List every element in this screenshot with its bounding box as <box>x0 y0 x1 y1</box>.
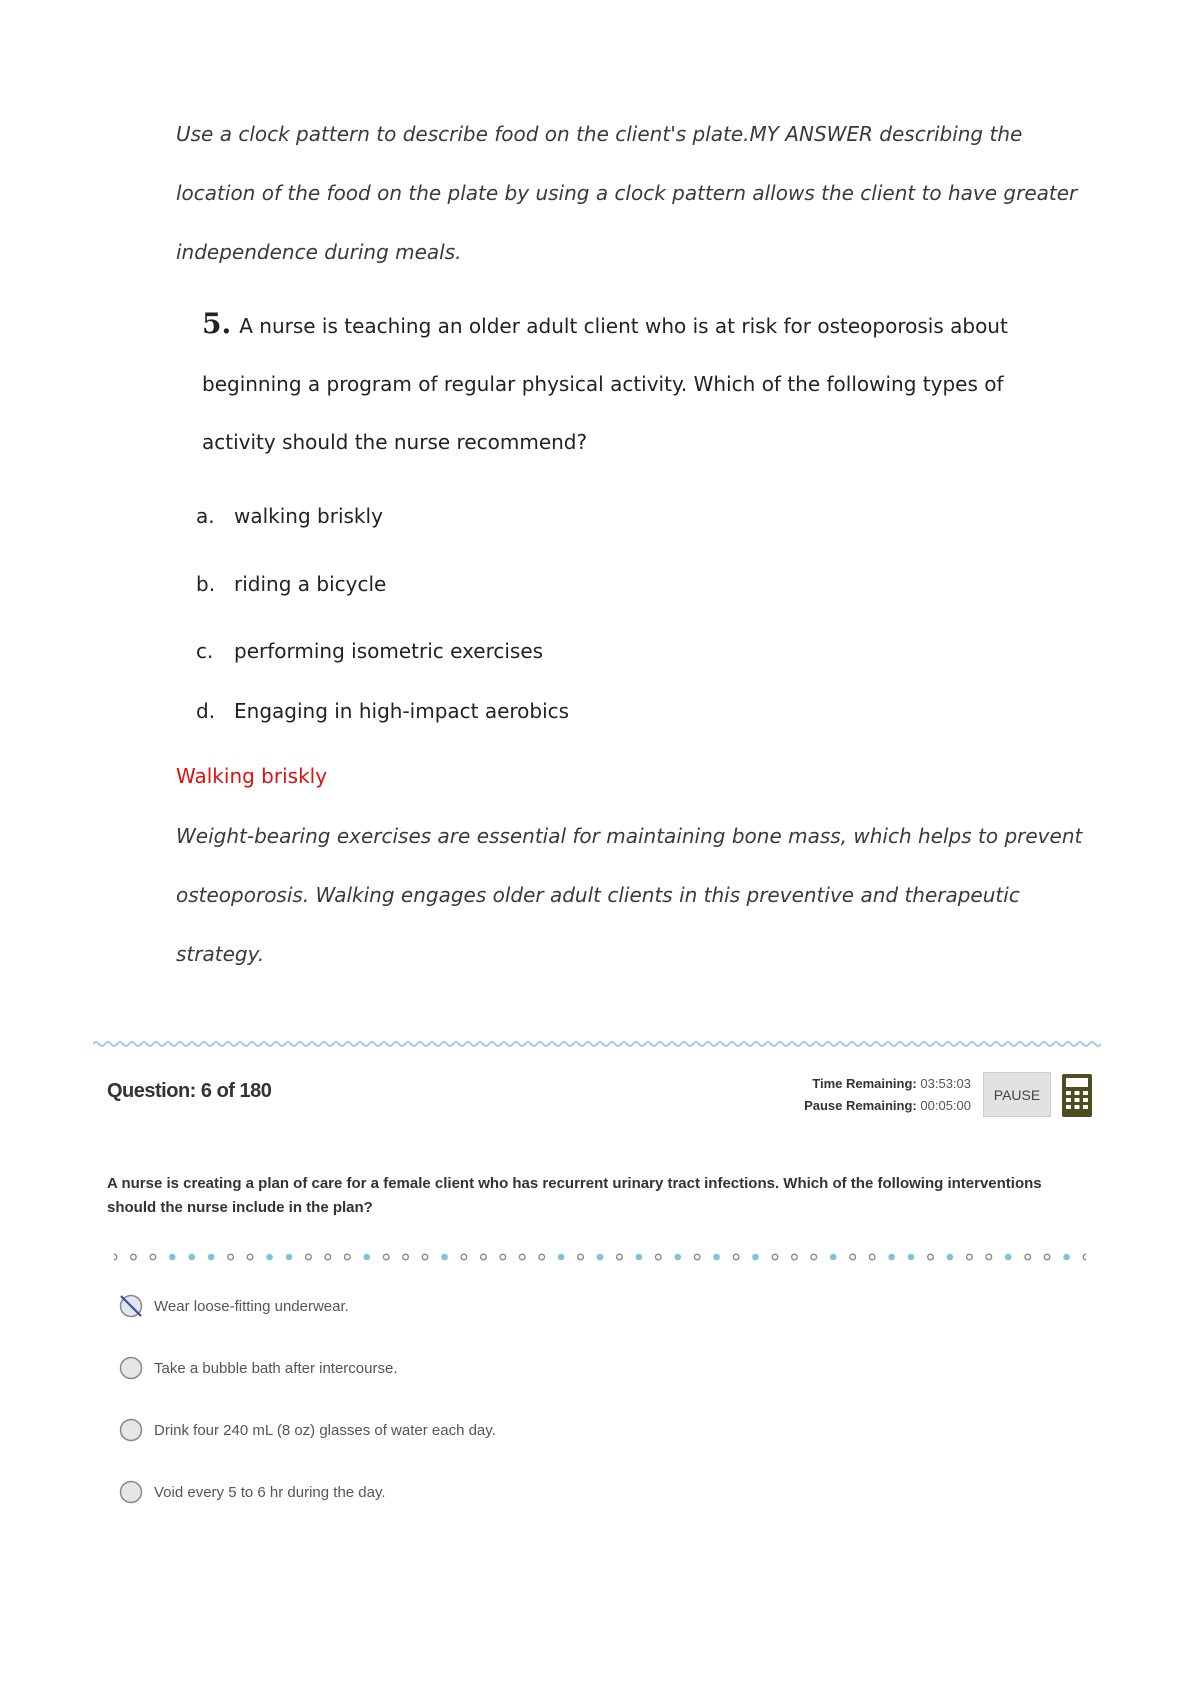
question-text: A nurse is teaching an older adult client who is at risk for osteoporosis about beginning a program of regular physical activity. Which of the following types of activity should the nurse recommend? <box>202 314 1008 454</box>
progress-dot[interactable] <box>831 1254 836 1259</box>
question-progress-dots[interactable] <box>114 1251 1086 1263</box>
progress-dot[interactable] <box>811 1254 817 1260</box>
wavy-divider <box>93 1040 1101 1048</box>
progress-dot[interactable] <box>286 1254 291 1259</box>
progress-dot[interactable] <box>967 1254 973 1260</box>
progress-dot[interactable] <box>267 1254 272 1259</box>
progress-dot[interactable] <box>539 1254 545 1260</box>
progress-dot[interactable] <box>753 1254 758 1259</box>
choice-text: Wear loose-fitting underwear. <box>154 1298 349 1315</box>
question-number: 5. <box>202 307 232 340</box>
progress-dot[interactable] <box>306 1254 312 1260</box>
crossed-out-radio-icon[interactable] <box>119 1294 143 1318</box>
progress-dot[interactable] <box>1044 1254 1050 1260</box>
exam-question-text: A nurse is creating a plan of care for a female client who has recurrent urinary tract infections. Which of the following interventions should the nurse include in the plan? <box>107 1175 1042 1216</box>
progress-dot[interactable] <box>481 1254 487 1260</box>
progress-dot[interactable] <box>209 1254 214 1259</box>
progress-dot[interactable] <box>597 1254 602 1259</box>
progress-dot[interactable] <box>364 1254 369 1259</box>
option-letter: a. <box>196 504 215 528</box>
pause-remaining-value: 00:05:00 <box>920 1098 971 1113</box>
progress-dot[interactable] <box>500 1254 506 1260</box>
radio-icon[interactable] <box>119 1418 143 1442</box>
intro-paragraph: Use a clock pattern to describe food on the client's plate.MY ANSWER describing the location of the food on the plate by using a clock pattern allows the client to have greater independence during meals. <box>176 122 1078 264</box>
option-text: walking briskly <box>234 504 383 528</box>
progress-dot[interactable] <box>850 1254 856 1260</box>
question-counter: Question: 6 of 180 <box>107 1080 272 1102</box>
progress-dot[interactable] <box>617 1254 623 1260</box>
progress-dot[interactable] <box>519 1254 525 1260</box>
progress-dot[interactable] <box>345 1254 351 1260</box>
time-remaining: Time Remaining: 03:53:03 <box>812 1076 971 1091</box>
progress-dot[interactable] <box>247 1254 253 1260</box>
timers <box>804 1073 971 1117</box>
progress-dot[interactable] <box>986 1254 992 1260</box>
option-letter: d. <box>196 699 216 723</box>
progress-dot[interactable] <box>1025 1254 1031 1260</box>
option-letter: b. <box>196 572 216 596</box>
progress-dot[interactable] <box>170 1254 175 1259</box>
time-remaining-value: 03:53:03 <box>920 1076 971 1091</box>
progress-dot[interactable] <box>559 1254 564 1259</box>
option-text: riding a bicycle <box>234 572 387 596</box>
progress-dot[interactable] <box>947 1254 952 1259</box>
progress-dot[interactable] <box>772 1254 778 1260</box>
progress-dot[interactable] <box>150 1254 156 1260</box>
progress-dot[interactable] <box>442 1254 447 1259</box>
progress-dot[interactable] <box>422 1254 428 1260</box>
progress-dot[interactable] <box>1083 1254 1086 1260</box>
progress-dot[interactable] <box>1064 1254 1069 1259</box>
question-5 <box>202 295 1032 471</box>
answer-explanation: Weight-bearing exercises are essential for maintaining bone mass, which helps to prevent osteoporosis. Walking engages older adult clients in this preventive and therapeutic strategy. <box>176 824 1083 966</box>
progress-dot[interactable] <box>733 1254 739 1260</box>
progress-dot[interactable] <box>383 1254 389 1260</box>
pause-remaining: Pause Remaining: 00:05:00 <box>804 1098 971 1113</box>
progress-dot[interactable] <box>636 1254 641 1259</box>
progress-dot[interactable] <box>792 1254 798 1260</box>
progress-dot[interactable] <box>869 1254 875 1260</box>
radio-icon[interactable] <box>119 1480 143 1504</box>
progress-dot[interactable] <box>694 1254 700 1260</box>
choice-text: Drink four 240 mL (8 oz) glasses of water each day. <box>154 1422 496 1439</box>
progress-dot[interactable] <box>578 1254 584 1260</box>
progress-dot[interactable] <box>403 1254 409 1260</box>
choice-text: Take a bubble bath after intercourse. <box>154 1360 398 1377</box>
progress-dot[interactable] <box>189 1254 194 1259</box>
choice-text: Void every 5 to 6 hr during the day. <box>154 1484 386 1501</box>
option-text: performing isometric exercises <box>234 639 544 663</box>
progress-dot[interactable] <box>114 1254 117 1260</box>
progress-dot[interactable] <box>714 1254 719 1259</box>
option-text: Engaging in high-impact aerobics <box>234 699 570 723</box>
progress-dot[interactable] <box>1006 1254 1011 1259</box>
correct-answer: Walking briskly <box>176 764 328 788</box>
progress-dot[interactable] <box>889 1254 894 1259</box>
option-letter: c. <box>196 639 214 663</box>
progress-dot[interactable] <box>131 1254 137 1260</box>
calculator-icon[interactable] <box>1061 1073 1093 1118</box>
progress-dot[interactable] <box>928 1254 934 1260</box>
progress-dot[interactable] <box>228 1254 234 1260</box>
pause-button[interactable]: PAUSE <box>983 1072 1051 1117</box>
progress-dot[interactable] <box>675 1254 680 1259</box>
radio-icon[interactable] <box>119 1356 143 1380</box>
progress-dot[interactable] <box>325 1254 331 1260</box>
progress-dot[interactable] <box>908 1254 913 1259</box>
progress-dot[interactable] <box>461 1254 467 1260</box>
progress-dot[interactable] <box>656 1254 662 1260</box>
